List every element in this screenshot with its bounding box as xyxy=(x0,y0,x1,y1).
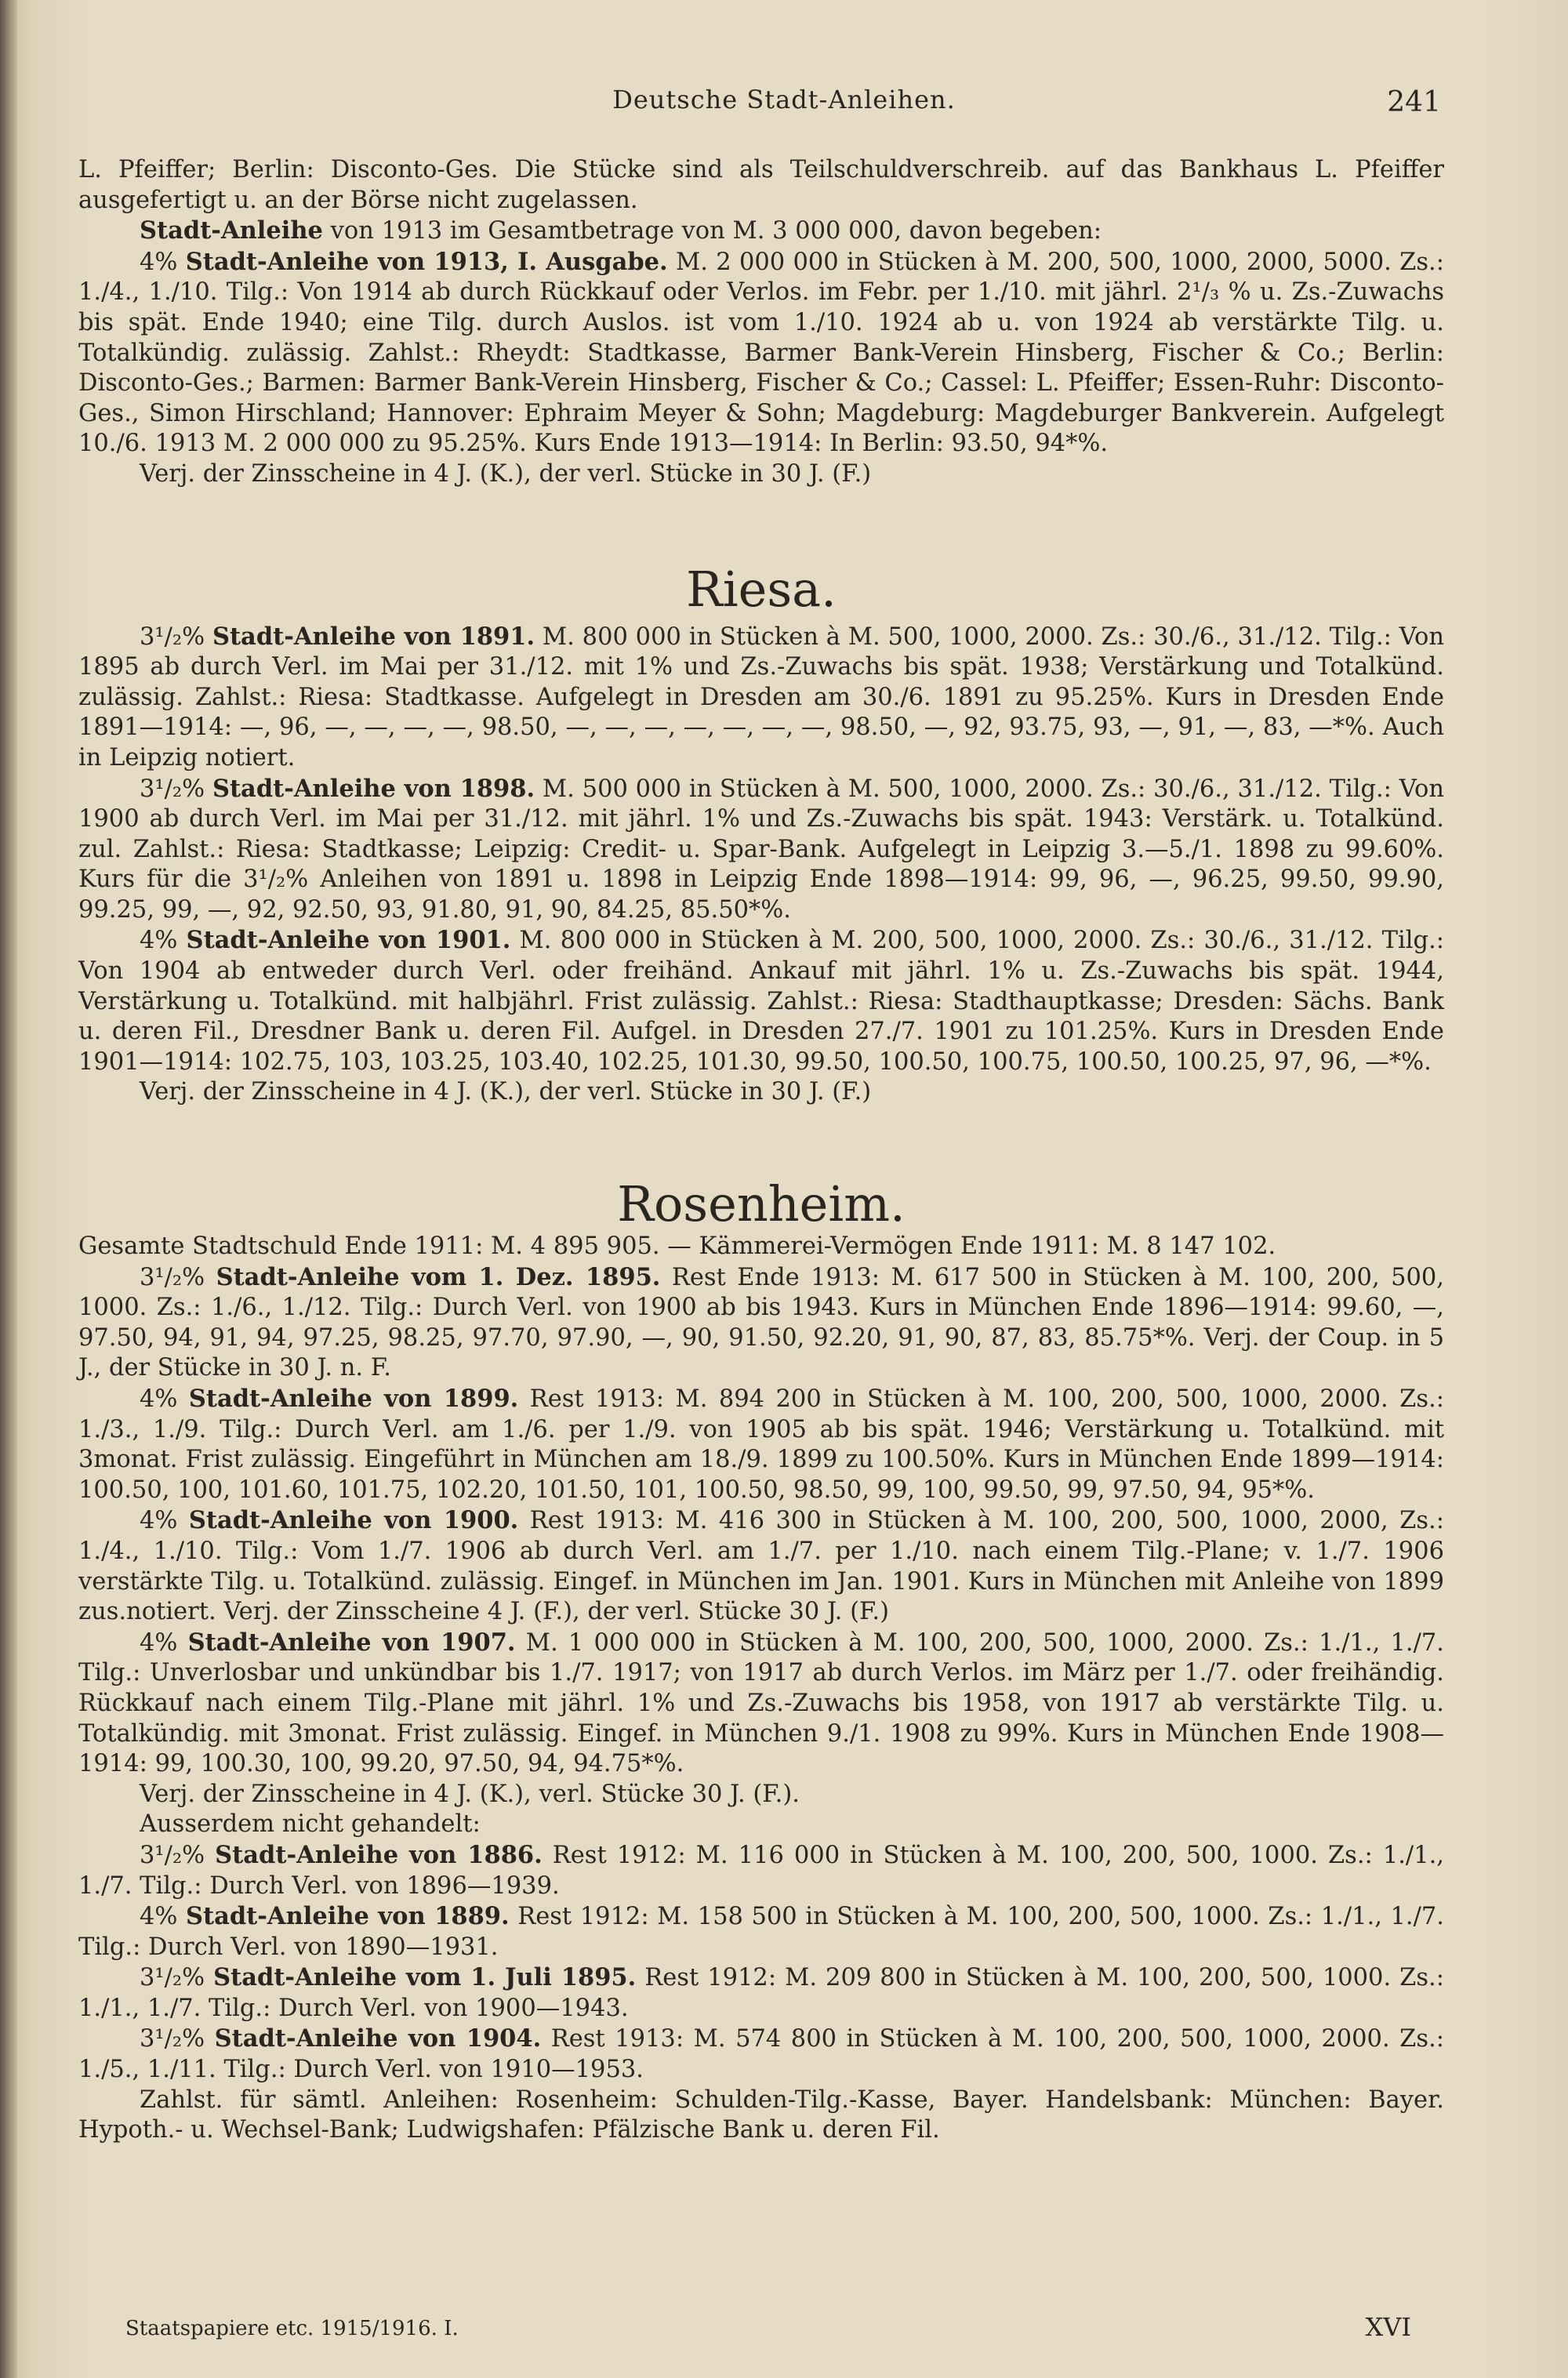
loan-title: Stadt-Anleihe vom 1. Dez. 1895. xyxy=(216,1262,661,1291)
loan-text: Rest Ende 1913: M. 617 500 in Stücken à M. 100, 200, 500, 1000. Zs.: 1./6., 1./12. Tilg.: Durch Verl. von 1900 ab bis 1943. Kurs in München Ende 1896—1914: 99.60, —, 97.50, 94, 91, 94, 97.25, 98.25, 97.70, 97.90, —, 90, 91.50, 92.20, 91, 90, 87, 83, 85.75*%. Verj. der Coup. in 5 J., der Stücke in 30 J. n. F. xyxy=(78,1263,1445,1382)
loan-title: Stadt-Anleihe von 1913, I. Ausgabe. xyxy=(185,247,668,276)
loan-entry xyxy=(78,1901,1444,1962)
loan-entry xyxy=(78,247,1444,459)
loan-text: Rest 1912: M. 209 800 in Stücken à M. 100, 200, 500, 1000. Zs.: 1./1., 1./7. Tilg.: Durch Verl. von 1900—1943. xyxy=(78,1964,1444,2022)
debt-summary: Gesamte Stadtschuld Ende 1911: M. 4 895 905. — Kämmerei-Vermögen Ende 1911: M. 8 147 102. xyxy=(78,1233,1276,1261)
loan-text: Rest 1913: M. 574 800 in Stücken à M. 100, 200, 500, 1000, 2000. Zs.: 1./5., 1./11. Tilg.: Durch Verl. von 1910—1953. xyxy=(78,2025,1444,2084)
loan-title: Stadt-Anleihe von 1889. xyxy=(185,1902,510,1931)
loan-title: Stadt-Anleihe xyxy=(140,216,323,245)
loan-title: Stadt-Anleihe von 1904. xyxy=(214,2024,542,2053)
loan-text: M. 1 000 000 in Stücken à M. 100, 200, 500, 1000, 2000. Zs.: 1./1., 1./7. Tilg.: Unverlosbar und unkündbar bis 1./7. 1917; von 1917 ab durch Verlos. im März per 1./7. oder freihändig. Rückkauf nach einem Tilg.-Plane mit jährl. 1% und Zs.-Zuwachs bis 1958, von 1917 ab verstärkte Tilg. u. Totalkündig. mit 3monat. Frist zulässig. Eingef. in München 9./1. 1908 zu 99%. Kurs in München Ende 1908—1914: 99, 100.30, 100, 99.20, 97.50, 94, 94.75*%. xyxy=(78,1628,1444,1778)
rate: 4% xyxy=(140,1385,189,1413)
rate: 4% xyxy=(140,1507,189,1535)
loan-entry xyxy=(78,1962,1444,2024)
loan-text: Rest 1912: M. 116 000 in Stücken à M. 100, 200, 500, 1000. Zs.: 1./1., 1./7. Tilg.: Durch Verl. von 1896—1939. xyxy=(78,1841,1444,1900)
loan-entry xyxy=(78,1840,1444,1901)
loan-summary-text: von 1913 im Gesamtbetrage von M. 3 000 000, davon begeben: xyxy=(322,217,1102,245)
intro-paragraph: L. Pfeiffer; Berlin: Disconto-Ges. Die Stücke sind als Teilschuldverschreib. auf das Bankhaus L. Pfeiffer ausgefertigt u. an der Börse nicht zugelassen. xyxy=(78,156,1444,214)
loan-entry xyxy=(78,925,1444,1077)
rate: 3¹/₂% xyxy=(140,2025,215,2053)
page-content xyxy=(78,155,1444,2146)
loan-entry xyxy=(78,1384,1444,1505)
rate: 4% xyxy=(140,1628,188,1657)
rate: 3¹/₂% xyxy=(140,775,212,803)
loan-title: Stadt-Anleihe von 1898. xyxy=(212,774,535,803)
loan-text: M. 2 000 000 in Stücken à M. 200, 500, 1000, 2000, 5000. Zs.: 1./4., 1./10. Tilg.: Von 1914 ab durch Rückkauf oder Verlos. im Febr. per 1./10. mit jährl. 2¹/₃ % u. Zs.-Zuwachs bis spät. Ende 1940; eine Tilg. durch Auslos. ist vom 1./10. 1924 ab u. von 1924 ab verstärkte Tilg. u. Totalkündig. zulässig. Zahlst.: Rheydt: Stadtkasse, Barmer Bank-Verein Hinsberg, Fischer & Co.; Berlin: Disconto-Ges.; Barmen: Barmer Bank-Verein Hinsberg, Fischer & Co.; Cassel: L. Pfeiffer; Essen-Ruhr: Disconto-Ges., Simon Hirschland; Hannover: Ephraim Meyer & Sohn; Magdeburg: Magdeburger Bankverein. Aufgelegt 10./6. 1913 M. 2 000 000 zu 95.25%. Kurs Ende 1913—1914: In Berlin: 93.50, 94*%. xyxy=(78,248,1444,458)
note-paragraph: Ausserdem nicht gehandelt: xyxy=(140,1810,481,1839)
signature-mark: XVI xyxy=(1365,2312,1411,2342)
loan-title: Stadt-Anleihe von 1900. xyxy=(188,1506,519,1535)
loan-text: Rest 1912: M. 158 500 in Stücken à M. 100, 200, 500, 1000. Zs.: 1./1., 1./7. Tilg.: Durch Verl. von 1890—1931. xyxy=(78,1903,1444,1961)
rate: 3¹/₂% xyxy=(140,623,212,651)
loan-title: Stadt-Anleihe von 1886. xyxy=(215,1840,543,1869)
note-paragraph: Verj. der Zinsscheine in 4 J. (K.), verl. Stücke 30 J. (F.). xyxy=(140,1780,800,1808)
loan-text: M. 800 000 in Stücken à M. 200, 500, 1000, 2000. Zs.: 30./6., 31./12. Tilg.: Von 1904 ab entweder durch Verl. oder freihänd. Ankauf mit jährl. 1% u. Zs.-Zuwachs bis spät. 1944, Verstärkung u. Totalkünd. mit halbjährl. Frist zulässig. Zahlst.: Riesa: Stadthauptkasse; Dresden: Sächs. Bank u. deren Fil., Dresdner Bank u. deren Fil. Aufgel. in Dresden 27./7. 1901 zu 101.25%. Kurs in Dresden Ende 1901—1914: 102.75, 103, 103.25, 103.40, 102.25, 101.30, 99.50, 100.50, 100.75, 100.50, 100.25, 97, 96, —*%. xyxy=(78,927,1444,1076)
rate: 4% xyxy=(140,927,187,955)
rate: 4% xyxy=(140,248,186,276)
loan-entry xyxy=(78,774,1444,926)
rate: 3¹/₂% xyxy=(140,1263,216,1291)
loan-entry xyxy=(78,1262,1444,1384)
loan-entry xyxy=(78,622,1444,774)
page-header xyxy=(78,85,1490,124)
section-title-riesa: Riesa. xyxy=(686,560,837,618)
loan-title: Stadt-Anleihe von 1891. xyxy=(212,622,535,651)
paying-agents: Zahlst. für sämtl. Anleihen: Rosenheim: Schulden-Tilg.-Kasse, Bayer. Handelsbank: München: Bayer. Hypoth.- u. Wechsel-Bank; Ludwigshafen: Pfälzische Bank u. deren Fil. xyxy=(78,2086,1444,2144)
loan-entry xyxy=(78,1505,1444,1627)
note-paragraph: Verj. der Zinsscheine in 4 J. (K.), der verl. Stücke in 30 J. (F.) xyxy=(140,1078,872,1106)
rate: 3¹/₂% xyxy=(140,1964,214,1992)
loan-title: Stadt-Anleihe von 1899. xyxy=(188,1385,519,1413)
note-paragraph: Verj. der Zinsscheine in 4 J. (K.), der verl. Stücke in 30 J. (F.) xyxy=(140,459,872,488)
loan-entry xyxy=(78,1628,1444,1780)
loan-text: M. 500 000 in Stücken à M. 500, 1000, 2000. Zs.: 30./6., 31./12. Tilg.: Von 1900 ab durch Verl. im Mai per 31./12. mit jährl. 1% und Zs.-Zuwachs bis spät. 1943: Verstärk. u. Totalkünd. zul. Zahlst.: Riesa: Stadtkasse; Leipzig: Credit- u. Spar-Bank. Aufgelegt in Leipzig 3.—5./1. 1898 zu 99.60%. Kurs für die 3¹/₂% Anleihen von 1891 u. 1898 in Leipzig Ende 1898—1914: 99, 96, —, 96.25, 99.50, 99.90, 99.25, 99, —, 92, 92.50, 93, 91.80, 91, 90, 84.25, 85.50*%. xyxy=(78,775,1445,924)
loan-title: Stadt-Anleihe von 1907. xyxy=(187,1628,516,1657)
binding-edge xyxy=(0,0,17,2378)
loan-entry xyxy=(78,2024,1444,2085)
page-number: 241 xyxy=(1387,86,1441,118)
loan-title: Stadt-Anleihe vom 1. Juli 1895. xyxy=(213,1963,637,1992)
loan-text: Rest 1913: M. 894 200 in Stücken à M. 100, 200, 500, 1000, 2000. Zs.: 1./3., 1./9. Tilg.: Durch Verl. am 1./6. per 1./9. von 1905 ab bis spät. 1946; Verstärkung u. Totalkünd. mit 3monat. Frist zulässig. Eingeführt in München am 18./9. 1899 zu 100.50%. Kurs in München Ende 1899—1914: 100.50, 100, 101.60, 101.75, 102.20, 101.50, 101, 100.50, 98.50, 99, 100, 99.50, 99, 97.50, 94, 95*%. xyxy=(78,1385,1444,1504)
rate: 4% xyxy=(140,1903,186,1931)
running-title: Deutsche Stadt-Anleihen. xyxy=(612,85,956,114)
loan-summary xyxy=(78,216,1444,247)
loan-text: M. 800 000 in Stücken à M. 500, 1000, 2000. Zs.: 30./6., 31./12. Tilg.: Von 1895 ab durch Verl. im Mai per 31./12. mit 1% und Zs.-Zuwachs bis spät. 1938; Verstärkung und Totalkünd. zulässig. Zahlst.: Riesa: Stadtkasse. Aufgelegt in Dresden am 30./6. 1891 zu 95.25%. Kurs in Dresden Ende 1891—1914: —, 96, —, —, —, —, 98.50, —, —, —, —, —, —, —, 98.50, —, 92, 93.75, 93, —, 91, —, 83, —*%. Auch in Leipzig notiert. xyxy=(78,623,1445,771)
section-title-rosenheim: Rosenheim. xyxy=(617,1175,906,1233)
rate: 3¹/₂% xyxy=(140,1841,216,1869)
page-footer xyxy=(125,2312,1411,2344)
loan-title: Stadt-Anleihe von 1901. xyxy=(186,926,511,955)
footer-imprint: Staatspapiere etc. 1915/1916. I. xyxy=(125,2317,459,2340)
loan-text: Rest 1913: M. 416 300 in Stücken à M. 100, 200, 500, 1000, 2000, Zs.: 1./4., 1./10. Tilg.: Vom 1./7. 1906 ab durch Verl. am 1./7. per 1./10. nach einem Tilg.-Plane; v. 1./7. 1906 verstärkte Tilg. u. Totalkünd. zulässig. Eingef. in München im Jan. 1901. Kurs in München mit Anleihe von 1899 zus.notiert. Verj. der Zinsscheine 4 J. (F.), der verl. Stücke 30 J. (F.) xyxy=(78,1507,1444,1626)
